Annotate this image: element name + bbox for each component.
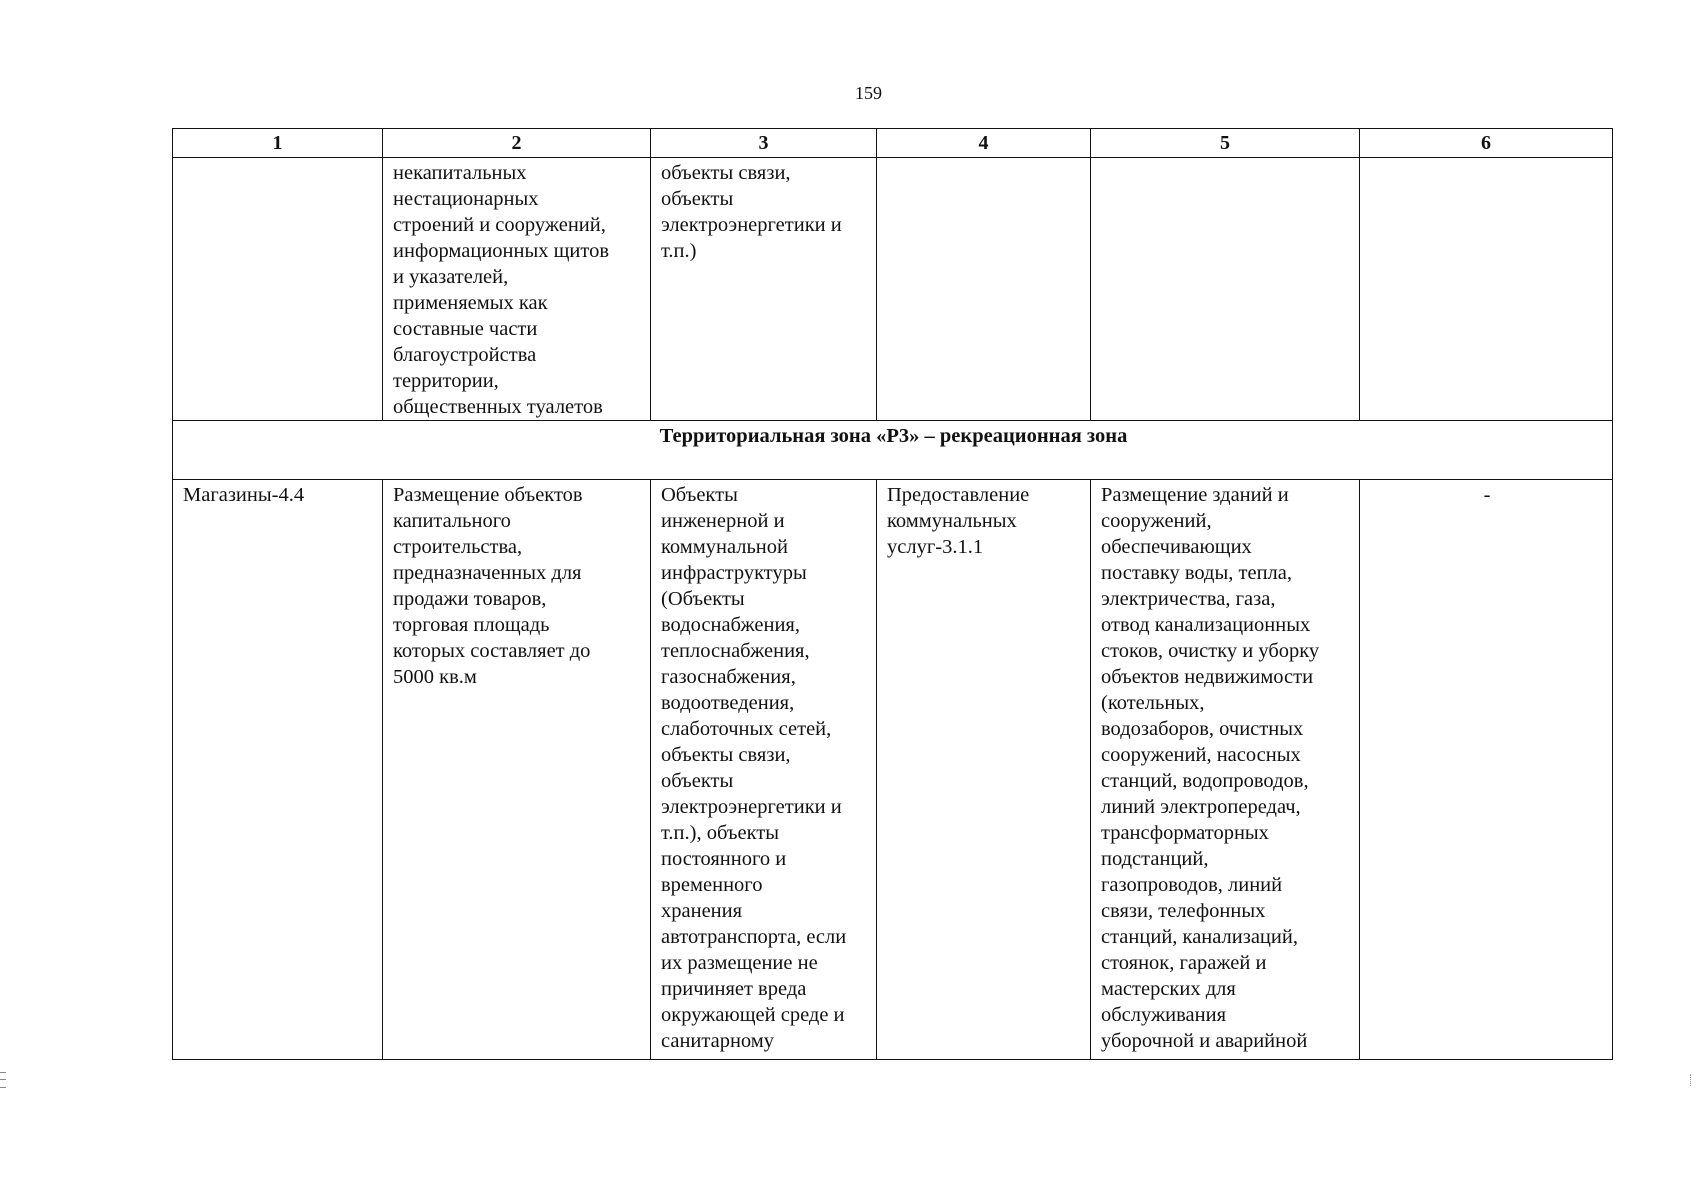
page-number: 159 [855, 83, 882, 103]
table-cell [383, 158, 651, 421]
table-row-shops [173, 480, 1613, 1060]
cell-text: Магазины-4.4 [183, 484, 305, 506]
column-header-4: 4 [877, 129, 1091, 158]
table-cell [173, 158, 383, 421]
table-cell [173, 480, 383, 1060]
scan-margin-mark [0, 1072, 6, 1088]
cell-text: - [1483, 484, 1491, 506]
column-header-6: 6 [1360, 129, 1613, 158]
zone-title: Территориальная зона «Р3» – рекреационная зона [173, 421, 1613, 480]
table-cell [651, 158, 877, 421]
table-cell [1360, 480, 1613, 1060]
land-use-table [172, 128, 1613, 1060]
table-row-continuation [173, 158, 1613, 421]
cell-text: Объекты инженерной и коммунальной инфраструктуры (Объекты водоснабжения, теплоснабжения, газоснабжения, водоотведения, слаботочных сетей, объекты связи, объекты электроэнергетики и т.п.), объекты постоянного и временного хранения автотранспорта, если их размещение не причиняет вреда окружающей среде и санитарному [661, 484, 847, 1052]
cell-text: объекты связи, объекты электроэнергетики и т.п.) [661, 162, 842, 262]
table-cell [383, 480, 651, 1060]
column-header-5: 5 [1091, 129, 1360, 158]
cell-text: некапитальных нестационарных строений и сооружений, информационных щитов и указателей, применяемых как составные части благоустройства территории, общественных туалетов [393, 162, 610, 418]
column-header-1: 1 [173, 129, 383, 158]
cell-text: Предоставление коммунальных услуг-3.1.1 [887, 484, 1030, 558]
table-cell [1091, 158, 1360, 421]
table-cell [1091, 480, 1360, 1060]
table-cell [1360, 158, 1613, 421]
column-header-2: 2 [383, 129, 651, 158]
zone-title-row [173, 421, 1613, 480]
cell-text: Размещение зданий и сооружений, обеспечивающих поставку воды, тепла, электричества, газа, отвод канализационных стоков, очистку и уборку объектов недвижимости (котельных, водозаборов, очистных сооружений, насосных станций, водопроводов, линий электропередач, трансформаторных подстанций, газопроводов, линий связи, телефонных станций, канализаций, стоянок, гаражей и мастерских для обслуживания уборочной и аварийной [1101, 484, 1320, 1052]
table-cell [877, 480, 1091, 1060]
table-header-row [173, 129, 1613, 158]
cell-text: Размещение объектов капитального строительства, предназначенных для продажи товаров, торговая площадь которых составляет до 5000 кв.м [393, 484, 591, 688]
column-header-3: 3 [651, 129, 877, 158]
scan-margin-mark [1690, 1074, 1693, 1086]
table-cell [877, 158, 1091, 421]
table-cell [651, 480, 877, 1060]
